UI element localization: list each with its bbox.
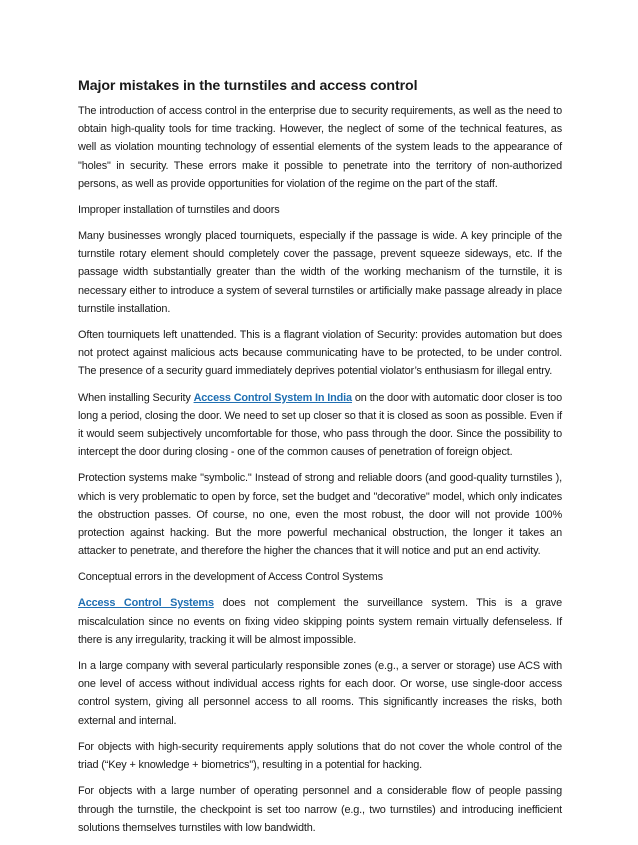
- access-control-system-india-link[interactable]: Access Control System In India: [193, 391, 352, 404]
- document-page: [78, 76, 562, 845]
- intro-paragraph: The introduction of access control in the enterprise due to security requirements, as well as the need to obtain high-quality tools for time tracking. However, the neglect of some of the technical features, as well as violation mounting technology of essential elements of the system leads to the appearance of "holes" in security. These errors make it possible to penetrate into the territory of non-authorized persons, as well as provide opportunities for violation of the regime on the part of the staff.: [78, 105, 562, 190]
- paragraph-acs-surveillance: [78, 594, 562, 649]
- paragraph-unattended: Often tourniquets left unattended. This is a flagrant violation of Security: provides automation but does not protect against malicious acts because communicating have to be protected, to be under control. The presence of a security guard immediately deprives potential violator’s enthusiasm for illegal entry.: [78, 329, 562, 378]
- document-title: Major mistakes in the turnstiles and access control: [78, 78, 418, 94]
- paragraph-tourniquets-placement: Many businesses wrongly placed tourniquets, especially if the passage is wide. A key principle of the turnstile rotary element should completely cover the passage, prevent squeeze sideways, etc. If the passage width substantially greater than the width of the working mechanism of the turnstile, it is necessary either to introduce a system of several turnstiles or artificially make passage already in place turnstile installation.: [78, 230, 562, 315]
- paragraph-access-levels: In a large company with several particularly responsible zones (e.g., a server or storage) use ACS with one level of access without individual access rights for each door. Or worse, use single-door access control system, giving all personnel access to all rooms. This significantly increases the risks, both external and internal.: [78, 660, 562, 727]
- paragraph-door-closer: [78, 389, 562, 462]
- section-heading-installation: Improper installation of turnstiles and doors: [78, 204, 280, 217]
- paragraph-acs-surveillance-rest: does not complement the surveillance system. This is a grave miscalculation since no events on fixing video skipping points system remain virtually defenseless. If there is any irregularity, tracking it will be almost impossible.: [78, 597, 562, 646]
- paragraph-symbolic-protection: Protection systems make "symbolic." Instead of strong and reliable doors (and good-quality turnstiles ), which is very problematic to open by force, set the budget and "decorative" model, which only indicates the obstruction passes. Of course, no one, even the most robust, the door will not provide 100% protection against hacking. But the more powerful mechanical obstruction, the longer it takes an attacker to penetrate, and therefore the higher the chances that it will notice and put an end activity.: [78, 472, 562, 558]
- paragraph-high-security: For objects with high-security requirements apply solutions that do not cover the whole control of the triad (“Key + knowledge + biometrics"), resulting in a potential for hacking.: [78, 740, 562, 772]
- paragraph-checkpoint-bandwidth: For objects with a large number of operating personnel and a considerable flow of people passing through the turnstile, the checkpoint is set too narrow (e.g., two turnstiles) and introducing inefficient solutions themselves turnstiles with low bandwidth.: [78, 785, 562, 834]
- paragraph-door-closer-rest: on the door with automatic door closer is too long a period, closing the door. We need to set up closer so that it is closed as soon as possible. Even if it would seem subjectively uncomfortable for those, who pass through the door. Since the possibility to intercept the door during closing - one of the common causes of penetration of foreign object.: [78, 391, 562, 459]
- paragraph-door-closer-lead: When installing Security: [78, 391, 194, 404]
- section-heading-conceptual-errors: Conceptual errors in the development of Access Control Systems: [78, 571, 383, 584]
- access-control-systems-link[interactable]: Access Control Systems: [78, 597, 214, 610]
